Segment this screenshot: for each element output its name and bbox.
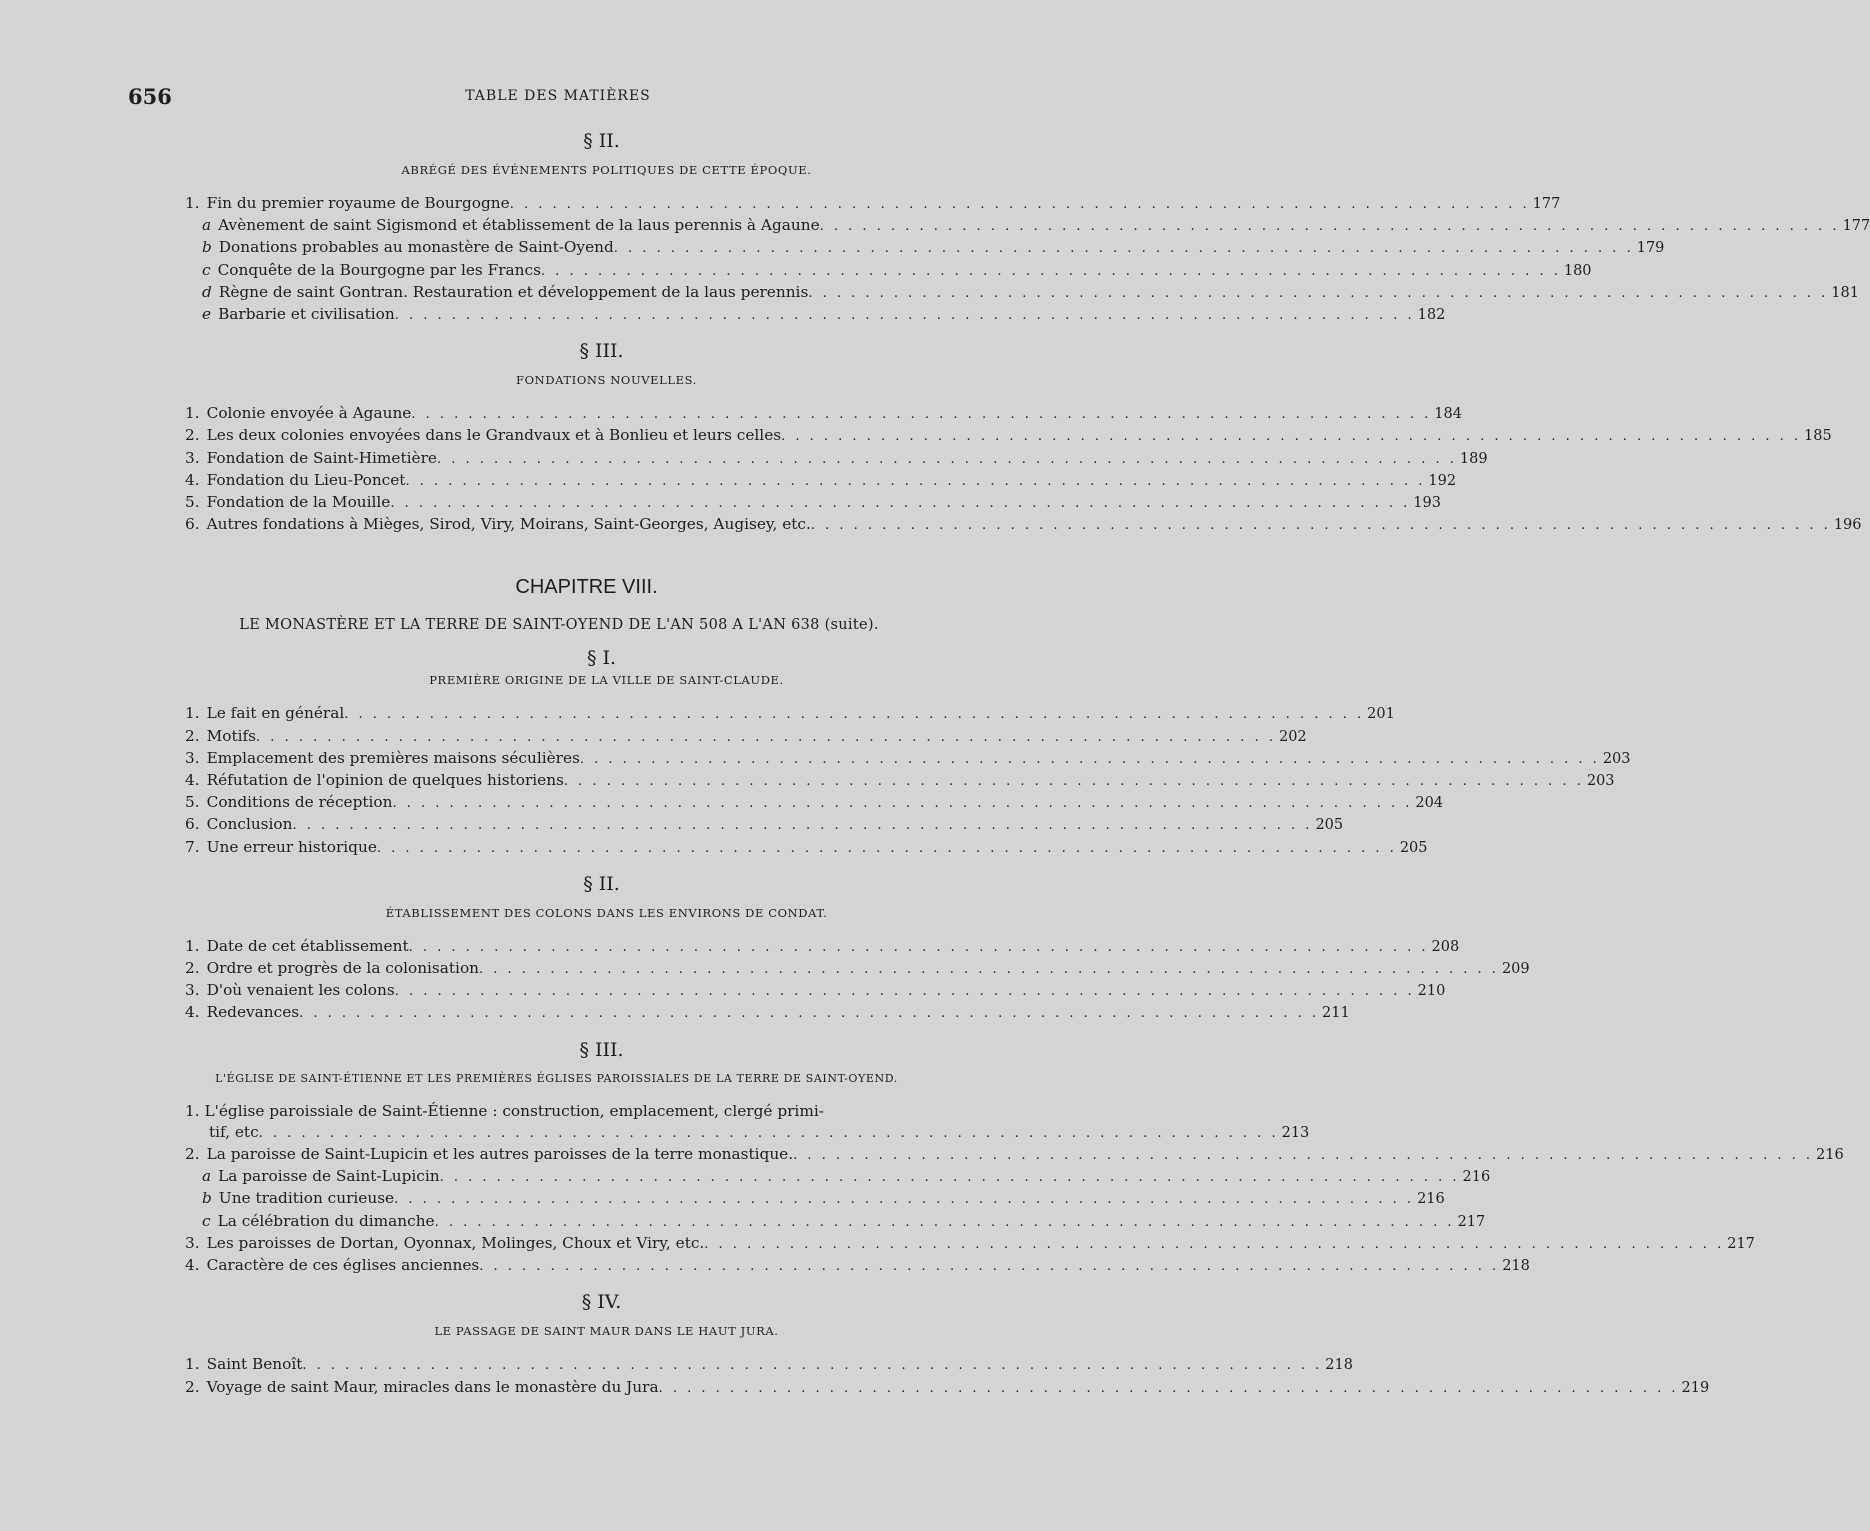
toc-entry-page: 192 (1428, 472, 1457, 489)
toc-entry (185, 837, 1428, 859)
toc-entry (185, 1144, 1844, 1166)
toc-entry (185, 792, 1444, 814)
toc-entry-label: Une tradition curieuse (218, 1189, 395, 1208)
toc-entry (185, 958, 1530, 980)
toc-entry-number: 6. (185, 515, 200, 534)
toc-subentry (185, 237, 1665, 259)
dot-leader (437, 449, 1457, 470)
toc-entry-label: Date de cet établissement (206, 936, 409, 955)
toc-entry-page: 213 (1281, 1124, 1310, 1141)
toc-entry-number: 2. (185, 959, 200, 978)
toc-subentry (185, 260, 1592, 282)
toc-entry-label: Fin du premier royaume de Bourgogne (206, 194, 510, 212)
running-title: TABLE DES MATIÈRES (465, 88, 651, 104)
toc-list (185, 193, 1870, 326)
toc-entry-number: a (202, 216, 212, 235)
dot-leader (390, 493, 1410, 514)
toc-entry (185, 1233, 1755, 1255)
section-title: LE PASSAGE DE SAINT MAUR DANS LE HAUT JURA. (434, 1324, 779, 1339)
toc-entry (185, 748, 1631, 770)
toc-entry-number: 5. (185, 493, 200, 512)
dot-leader (510, 194, 1530, 215)
toc-entry-page: 210 (1417, 983, 1446, 1000)
toc-entry-number: b (202, 238, 212, 257)
section-mark: § III. (579, 340, 624, 363)
toc-entry-label: Avènement de saint Sigismond et établissement de la laus perennis à Agaune (218, 216, 820, 235)
toc-entry-label: Caractère de ces églises anciennes (206, 1256, 480, 1275)
toc-entry (185, 1354, 1353, 1376)
toc-subentry (185, 1188, 1445, 1210)
dot-leader (344, 704, 1364, 725)
toc-entry-label: Autres fondations à Mièges, Sirod, Viry, Moirans, Saint-Georges, Augisey, etc. (206, 515, 811, 534)
section-title: PREMIÈRE ORIGINE DE LA VILLE DE SAINT-CLAUDE. (429, 673, 784, 688)
dot-leader (395, 305, 1415, 326)
section-title: ÉTABLISSEMENT DES COLONS DANS LES ENVIRONS DE CONDAT. (385, 905, 828, 920)
toc-entry-number: c (202, 260, 211, 279)
toc-entry-label: Saint Benoît (206, 1355, 303, 1374)
toc-entry-number: 1. (185, 194, 200, 212)
toc-entry-label: Donations probables au monastère de Saint-Oyend (218, 238, 614, 257)
toc-entry-page: 201 (1367, 706, 1395, 723)
dot-leader (411, 404, 1431, 425)
toc-entry-number: 4. (185, 470, 200, 489)
toc-entry-page: 196 (1833, 517, 1862, 534)
toc-entry (185, 703, 1395, 725)
dot-leader (256, 727, 1276, 748)
toc-entry-label: Conditions de réception (206, 793, 393, 812)
toc-entry (185, 980, 1446, 1002)
toc-entry (185, 1377, 1710, 1399)
toc-entry-page: 205 (1399, 839, 1428, 856)
toc-entry-page: 184 (1434, 406, 1462, 423)
toc-entry-number: e (202, 305, 212, 324)
dot-leader (808, 283, 1828, 304)
toc-entry-label: Fondation de la Mouille (206, 493, 391, 512)
toc-entry-label: Fondation du Lieu-Poncet (206, 470, 406, 489)
toc-entry-page: 205 (1315, 817, 1344, 834)
toc-entry (185, 193, 1561, 215)
toc-entry (185, 403, 1462, 425)
toc-entry-number: 2. (185, 1145, 200, 1164)
toc-entry-page: 216 (1816, 1147, 1844, 1164)
toc-entry (185, 514, 1862, 536)
toc-entry-page: 182 (1417, 307, 1446, 324)
toc-entry (185, 1255, 1530, 1277)
dot-leader (377, 838, 1397, 859)
toc-entry (185, 1101, 948, 1122)
dot-leader (580, 749, 1600, 770)
toc-entry-label: La célébration du dimanche (217, 1211, 435, 1230)
dot-leader (440, 1167, 1460, 1188)
toc-entry-label: Conquête de la Bourgogne par les Francs (217, 260, 541, 279)
toc-entry (185, 448, 1488, 470)
toc-entry-label: L'église paroissiale de Saint-Étienne : construction, emplacement, clergé primi- (204, 1101, 824, 1120)
toc-entry-number: 4. (185, 771, 200, 790)
toc-entry-page: 204 (1415, 795, 1444, 812)
dot-leader (564, 771, 1584, 792)
dot-leader (392, 793, 1412, 814)
toc-entry-page: 181 (1831, 284, 1859, 301)
chapter-title: CHAPITRE VIII. (515, 576, 658, 599)
toc-entry-label: Emplacement des premières maisons séculières (206, 748, 580, 767)
toc-entry-number: 2. (185, 426, 200, 445)
toc-entry-label: Règne de saint Gontran. Restauration et développement de la laus perennis (218, 282, 809, 301)
toc-entry (185, 814, 1344, 836)
toc-entry-number: 1. (185, 1101, 200, 1120)
toc-entry (185, 1002, 1350, 1024)
toc-entry-label: tif, etc (209, 1122, 259, 1141)
toc-entry-page: 177 (1842, 218, 1870, 235)
dot-leader (299, 1003, 1319, 1024)
dot-leader (259, 1123, 1279, 1144)
toc-entry-page: 180 (1563, 262, 1592, 279)
toc-entry-label: Les deux colonies envoyées dans le Grandvaux et à Bonlieu et leurs celles (206, 426, 782, 445)
dot-leader (479, 959, 1499, 980)
toc-entry-page: 211 (1322, 1005, 1350, 1022)
toc-list (185, 403, 1862, 536)
dot-leader (614, 238, 1634, 259)
dot-leader (820, 216, 1840, 237)
page-number: 656 (128, 84, 172, 109)
toc-entry-label: Redevances (206, 1003, 300, 1022)
toc-entry-number: 3. (185, 1233, 200, 1252)
toc-entry-label: Une erreur historique (206, 837, 377, 856)
chapter-subtitle: LE MONASTÈRE ET LA TERRE DE SAINT-OYEND DE L'AN 508 A L'AN 638 (suite). (239, 617, 879, 634)
dot-leader (293, 815, 1313, 836)
toc-entry-label: Le fait en général (206, 704, 345, 723)
toc-entry-number: a (202, 1167, 212, 1186)
toc-entry-page: 202 (1278, 728, 1307, 745)
toc-entry-number: 3. (185, 748, 200, 767)
toc-entry (185, 726, 1307, 748)
toc-subentry (185, 215, 1870, 237)
toc-entry-number: d (202, 282, 212, 301)
toc-entry-number: 1. (185, 1355, 200, 1374)
toc-entry-label: D'où venaient les colons (206, 981, 395, 1000)
toc-entry-page: 179 (1636, 240, 1665, 257)
toc-subentry (185, 1166, 1491, 1188)
toc-entry-page: 219 (1681, 1379, 1710, 1396)
toc-entry-number: 6. (185, 815, 200, 834)
toc-list (185, 703, 1631, 858)
dot-leader (541, 261, 1561, 282)
toc-list (185, 936, 1530, 1025)
dot-leader (409, 937, 1429, 958)
section-mark: § I. (586, 647, 617, 670)
dot-leader (781, 426, 1801, 447)
section-mark: § II. (583, 130, 620, 152)
toc-entry-number: 3. (185, 448, 200, 467)
section-title: ABRÉGÉ DES ÉVÉNEMENTS POLITIQUES DE CETTE ÉPOQUE. (401, 163, 812, 177)
toc-entry-page: 218 (1502, 1258, 1530, 1275)
toc-entry-page: 185 (1804, 428, 1832, 445)
toc-entry-page: 217 (1727, 1235, 1755, 1252)
dot-leader (793, 1145, 1813, 1166)
toc-entry-number: c (202, 1211, 211, 1230)
toc-entry-page: 216 (1417, 1191, 1445, 1208)
toc-entry-page: 209 (1501, 961, 1530, 978)
toc-list (185, 1354, 1710, 1398)
section-title: L'ÉGLISE DE SAINT-ÉTIENNE ET LES PREMIÈRES ÉGLISES PAROISSIALES DE LA TERRE DE SAINT-OYEND. (215, 1071, 898, 1085)
dot-leader (811, 515, 1831, 536)
toc-subentry (185, 1211, 1486, 1233)
toc-subentry (185, 304, 1446, 326)
section-mark: § II. (583, 872, 620, 895)
toc-entry-number: 1. (185, 404, 200, 423)
toc-entry (185, 425, 1832, 447)
toc-entry-number: 1. (185, 704, 200, 723)
section-title: FONDATIONS NOUVELLES. (516, 373, 697, 388)
toc-entry-number: 4. (185, 1003, 200, 1022)
toc-entry-label: La paroisse de Saint-Lupicin (218, 1167, 440, 1186)
toc-entry-label: La paroisse de Saint-Lupicin et les autres paroisses de la terre monastique. (206, 1145, 794, 1164)
toc-entry-page: 216 (1462, 1169, 1491, 1186)
dot-leader (395, 981, 1415, 1002)
dot-leader (302, 1355, 1322, 1376)
toc-entry (185, 1122, 1310, 1144)
toc-entry-number: 5. (185, 793, 200, 812)
dot-leader (659, 1378, 1679, 1399)
toc-entry-page: 218 (1325, 1357, 1353, 1374)
toc-entry-label: Voyage de saint Maur, miracles dans le monastère du Jura (206, 1377, 659, 1396)
toc-entry-page: 203 (1586, 773, 1615, 790)
dot-leader (405, 471, 1425, 492)
toc-list (185, 1101, 1844, 1278)
running-head (128, 84, 948, 110)
dot-leader (479, 1256, 1499, 1277)
toc-entry-label: Fondation de Saint-Himetière (206, 448, 437, 467)
toc-entry-number: 2. (185, 726, 200, 745)
section-mark: § III. (579, 1038, 624, 1061)
toc-entry-number: 1. (185, 936, 200, 955)
dot-leader (435, 1212, 1455, 1233)
toc-entry-label: Conclusion (206, 815, 293, 834)
dot-leader (394, 1189, 1414, 1210)
toc-entry-page: 208 (1431, 938, 1460, 955)
toc-entry-label: Barbarie et civilisation (218, 305, 395, 324)
toc-entry (185, 770, 1615, 792)
table-of-contents (185, 130, 1870, 1399)
toc-entry-page: 177 (1532, 196, 1561, 212)
toc-entry (185, 470, 1457, 492)
toc-entry-number: 4. (185, 1256, 200, 1275)
toc-entry-label: Réfutation de l'opinion de quelques historiens (206, 771, 564, 790)
toc-entry-number: 7. (185, 837, 200, 856)
toc-entry-page: 217 (1457, 1213, 1486, 1230)
toc-entry (185, 492, 1441, 514)
toc-entry-number: b (202, 1189, 212, 1208)
toc-entry-page: 203 (1602, 750, 1631, 767)
dot-leader (704, 1234, 1724, 1255)
toc-entry-label: Motifs (206, 726, 257, 745)
toc-entry-label: Les paroisses de Dortan, Oyonnax, Molinges, Choux et Viry, etc. (206, 1233, 705, 1252)
toc-entry-number: 2. (185, 1377, 200, 1396)
toc-entry-label: Colonie envoyée à Agaune (206, 404, 412, 423)
section-mark: § IV. (581, 1291, 622, 1314)
toc-entry-number: 3. (185, 981, 200, 1000)
toc-entry-page: 189 (1459, 450, 1488, 467)
toc-entry-label: Ordre et progrès de la colonisation (206, 959, 480, 978)
toc-entry-page: 193 (1413, 495, 1441, 512)
toc-subentry (185, 282, 1859, 304)
toc-entry (185, 936, 1460, 958)
